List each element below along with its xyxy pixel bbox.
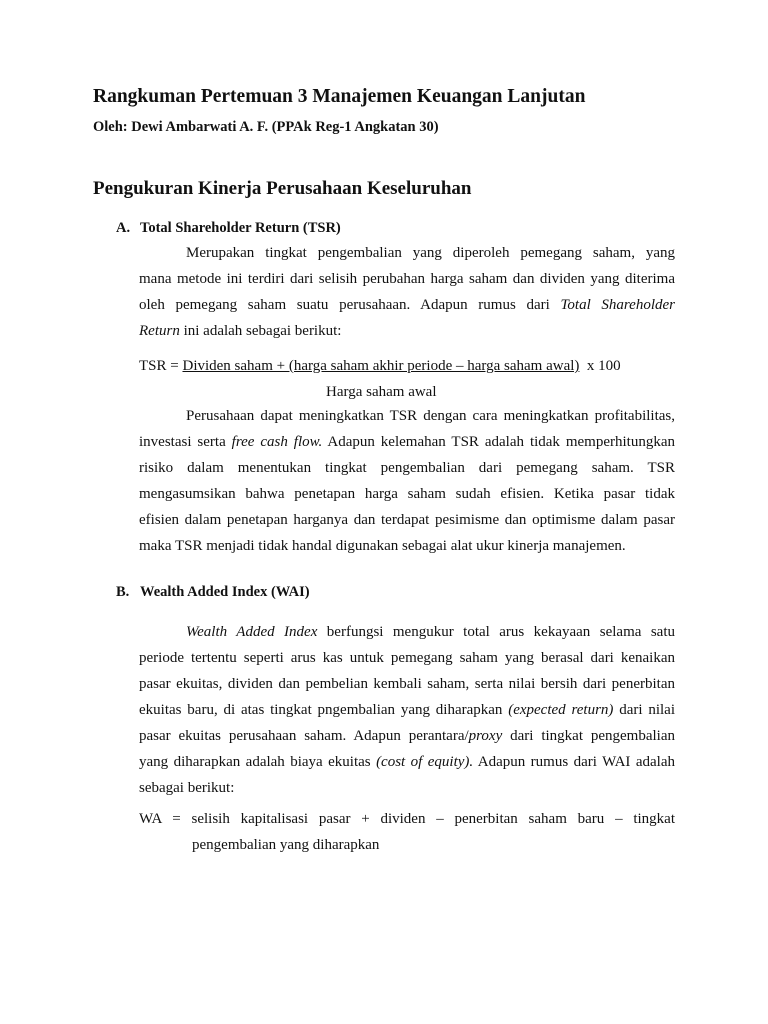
formula-line: pengembalian yang diharapkan (192, 837, 380, 853)
tsr-formula (139, 358, 621, 375)
wai-formula (139, 806, 675, 858)
document-author: Oleh: Dewi Ambarwati A. F. (PPAk Reg-1 Angkatan 30) (93, 119, 439, 135)
text-run: oleh pemegang saham suatu perusahaan. Adapun rumus dari (139, 297, 561, 313)
text-run: Adapun kelemahan TSR adalah tidak memperhitungkan (322, 434, 675, 450)
text-line: maka TSR menjadi tidak handal digunakan sebagai alat ukur kinerja manajemen. (139, 538, 626, 554)
text-run: dari tingkat pengembalian (502, 728, 675, 744)
text-line (139, 697, 675, 723)
text-line: risiko dalam menentukan tingkat pengembalian dari pemegang saham. TSR (139, 460, 675, 476)
text-run: pasar ekuitas perusahaan saham. Adapun perantara/ (139, 728, 469, 744)
wai-heading-text: Wealth Added Index (WAI) (140, 584, 310, 600)
text-line (139, 318, 675, 344)
text-line: Perusahaan dapat meningkatkan TSR dengan cara meningkatkan profitabilitas, (186, 408, 675, 424)
text-run-italic: (cost of equity). (376, 754, 474, 770)
formula-lhs: TSR = (139, 358, 183, 374)
text-run-italic: Total Shareholder (560, 297, 675, 313)
text-line: pasar ekuitas, dividen dan pembelian kembali saham, serta nilai bersih dari penerbitan (139, 676, 675, 692)
tsr-heading-text: Total Shareholder Return (TSR) (140, 220, 341, 236)
tsr-paragraph-1 (139, 240, 675, 344)
text-line: Merupakan tingkat pengembalian yang diperoleh pemegang saham, yang (186, 245, 675, 261)
text-run-italic: proxy (468, 728, 503, 744)
formula-multiplier: x 100 (579, 358, 621, 374)
document-title: Rangkuman Pertemuan 3 Manajemen Keuangan Lanjutan (93, 86, 586, 107)
text-line: mengasumsikan bahwa penetapan harga saham sudah efisien. Ketika pasar tidak (139, 486, 675, 502)
text-line (139, 619, 675, 645)
tsr-heading (116, 220, 341, 237)
section-title: Pengukuran Kinerja Perusahaan Keseluruhan (93, 178, 472, 199)
formula-line: WA = selisih kapitalisasi pasar + dividen – penerbitan saham baru – tingkat (139, 811, 675, 827)
text-line (139, 292, 675, 318)
tsr-heading-letter: A. (116, 220, 131, 236)
text-line: sebagai berikut: (139, 780, 235, 796)
text-run: investasi serta (139, 434, 232, 450)
text-line (139, 429, 675, 455)
formula-numerator: Dividen saham + (harga saham akhir periode – harga saham awal) (182, 358, 580, 374)
tsr-paragraph-2 (139, 403, 675, 559)
text-run-italic: Wealth Added Index (186, 624, 318, 640)
text-run-italic: free cash flow. (231, 434, 323, 450)
text-line (139, 723, 675, 749)
text-line: mana metode ini terdiri dari selisih perubahan harga saham dan dividen yang diterima (139, 271, 675, 287)
text-run: ekuitas baru, di atas tingkat pngembalian yang diharapkan (139, 702, 509, 718)
text-line: periode tertentu seperti arus kas untuk pemegang saham yang berasal dari kenaikan (139, 650, 675, 666)
wai-heading-letter: B. (116, 584, 130, 600)
wai-heading (116, 584, 310, 601)
wai-paragraph-1 (139, 619, 675, 801)
text-run: Adapun rumus dari WAI adalah (473, 754, 675, 770)
text-run: berfungsi mengukur total arus kekayaan selama satu (317, 624, 675, 640)
text-line (139, 749, 675, 775)
text-run: yang diharapkan adalah biaya ekuitas (139, 754, 377, 770)
text-run: ini adalah sebagai berikut: (179, 323, 342, 339)
text-run-italic: Return (139, 323, 180, 339)
formula-denominator: Harga saham awal (326, 384, 437, 400)
text-line: efisien dalam penetapan harganya dan terdapat pesimisme dan optimisme dalam pasar (139, 512, 675, 528)
text-run-italic: (expected return) (508, 702, 614, 718)
text-run: dari nilai (613, 702, 676, 718)
